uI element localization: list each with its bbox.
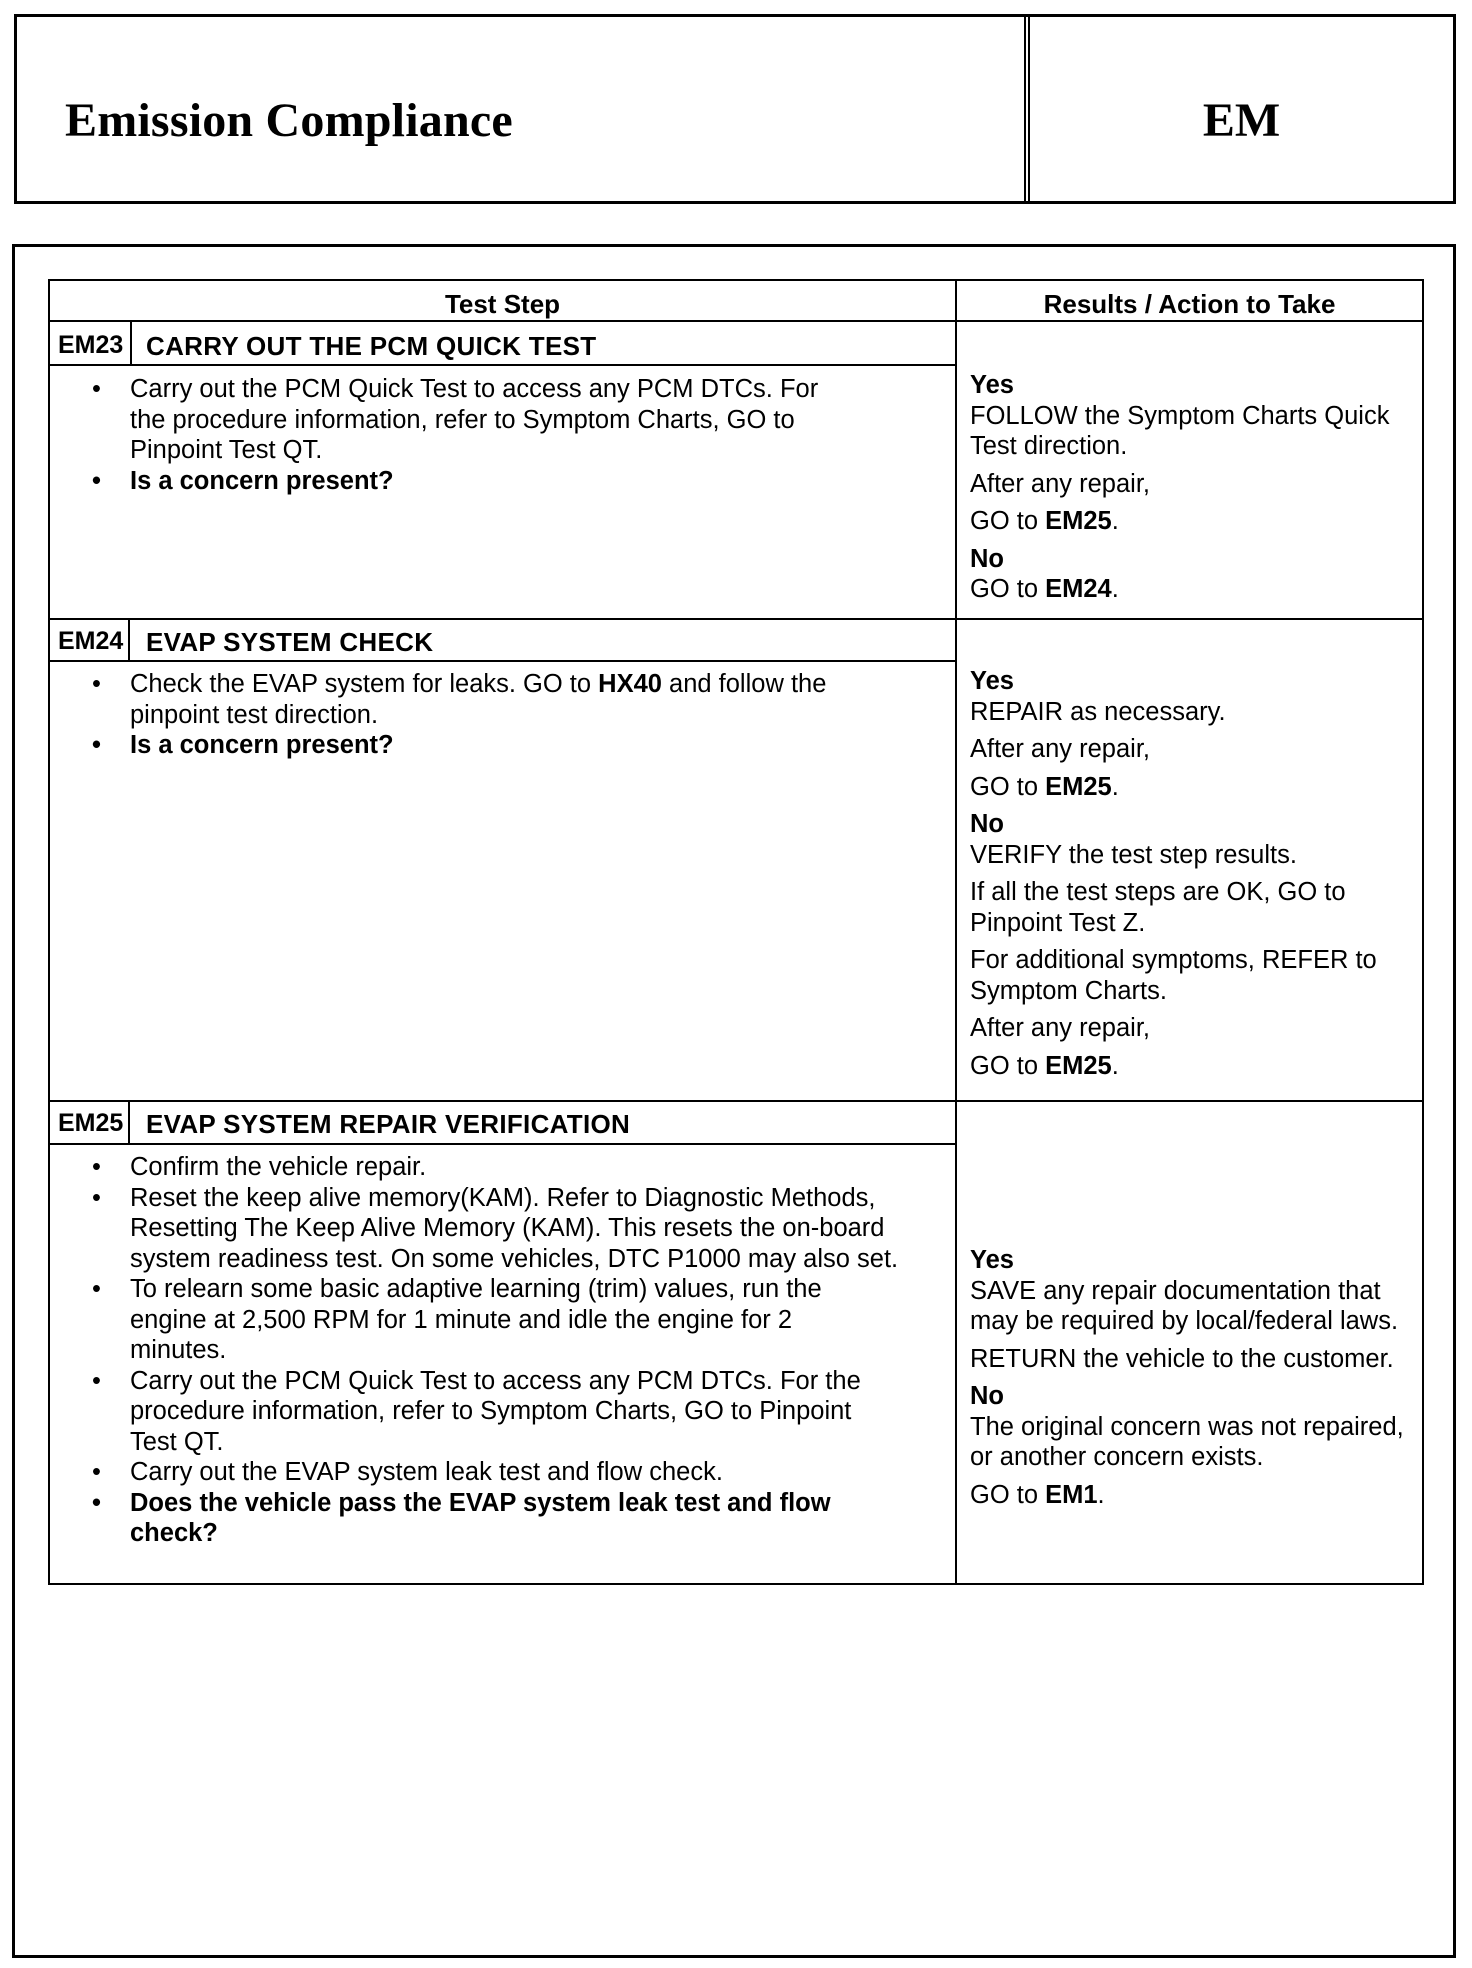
list-item [50, 669, 830, 730]
em23-bullet-list [50, 374, 850, 496]
list-item: • To relearn some basic adaptive learning (trim) values, run the engine at 2,500 RPM for 1 minute and idle the engine for 2 minutes. [50, 1274, 950, 1366]
step-id: EM25 [58, 1109, 124, 1137]
table-border-right [1422, 279, 1424, 1585]
step-title: CARRY OUT THE PCM QUICK TEST [146, 331, 597, 361]
result-line: After any repair, [970, 1014, 1151, 1042]
em23-id-divider [130, 321, 132, 365]
em24-id-divider [128, 619, 130, 661]
goto-ref: EM1 [1045, 1480, 1098, 1509]
list-item: • Carry out the EVAP system leak test and flow check. [50, 1457, 950, 1488]
result-line: The original concern was not repaired, or another concern exists. [970, 1412, 1404, 1471]
step-title: EVAP SYSTEM CHECK [146, 627, 434, 657]
em24-title-rule [48, 660, 956, 662]
em24-bullet-list [50, 669, 830, 761]
step-title: EVAP SYSTEM REPAIR VERIFICATION [146, 1109, 631, 1139]
list-item: • Carry out the PCM Quick Test to access any PCM DTCs. For the procedure information, refer to Symptom Charts, GO to Pinpoint Test QT. [50, 374, 850, 466]
em25-top-rule [48, 1100, 1424, 1102]
result-line: RETURN the vehicle to the customer. [970, 1344, 1394, 1373]
result-goto: GO to EM25. [970, 772, 1119, 801]
em24-top-rule [48, 618, 1424, 620]
list-item: • Confirm the vehicle repair. [50, 1152, 950, 1183]
result-line: After any repair, [970, 735, 1151, 763]
goto-text: GO to [970, 1051, 1046, 1080]
table-border-top [48, 279, 1424, 281]
result-line: SAVE any repair documentation that may be required by local/federal laws. [970, 1276, 1399, 1335]
result-goto: GO to EM24. [970, 575, 1119, 603]
list-item: • Carry out the PCM Quick Test to access any PCM DTCs. For the procedure information, refer to Symptom Charts, GO to Pinpoint Test QT. [50, 1366, 950, 1458]
bullet-text: and follow the pinpoint test direction. [130, 670, 827, 729]
list-item: • Does the vehicle pass the EVAP system leak test and flow check? [50, 1488, 950, 1549]
goto-text: GO to [970, 507, 1046, 535]
yes-label: Yes [970, 371, 1014, 399]
no-label: No [970, 544, 1004, 573]
em25-id-divider [128, 1101, 130, 1144]
goto-text: GO to [970, 1480, 1046, 1509]
list-item: • Reset the keep alive memory(KAM). Refer to Diagnostic Methods, Resetting The Keep Alive Memory (KAM). This resets the on-board system readiness test. On some vehicles, DTC P1000 may also set. [50, 1183, 950, 1275]
goto-text: GO to [970, 575, 1046, 603]
em23-results [970, 370, 1410, 605]
no-label: No [970, 810, 1004, 838]
result-goto: GO to EM25. [970, 1051, 1119, 1080]
list-item: • Is a concern present? [50, 466, 850, 497]
column-header-results: Results / Action to Take [1043, 289, 1336, 319]
result-line: FOLLOW the Symptom Charts Quick Test direction. [970, 401, 1390, 460]
em25-title-rule [48, 1143, 956, 1145]
column-divider [955, 279, 957, 1585]
step-id: EM23 [58, 331, 124, 359]
result-goto: GO to EM1. [970, 1480, 1105, 1509]
goto-text: GO to [970, 772, 1046, 801]
bullet-text: Check the EVAP system for leaks. GO to [130, 670, 599, 698]
goto-ref: EM24 [1045, 575, 1112, 603]
table-border-bottom [48, 1583, 1424, 1585]
step-id: EM24 [58, 627, 124, 655]
result-line: VERIFY the test step results. [970, 840, 1297, 869]
page-header [14, 14, 1456, 204]
em24-results [970, 666, 1410, 1081]
result-line: REPAIR as necessary. [970, 697, 1226, 726]
list-item: • Is a concern present? [50, 730, 830, 761]
goto-ref: EM25 [1045, 507, 1112, 535]
goto-ref: EM25 [1045, 772, 1112, 801]
result-line: For additional symptoms, REFER to Symptom Charts. [970, 946, 1377, 1005]
header-row-rule [48, 320, 1424, 322]
result-line: If all the test steps are OK, GO to Pinpoint Test Z. [970, 878, 1346, 937]
em23-title-rule [48, 364, 956, 366]
section-code: EM [1202, 94, 1281, 147]
em25-bullet-list [50, 1152, 950, 1549]
yes-label: Yes [970, 667, 1014, 695]
result-line: After any repair, [970, 469, 1151, 498]
section-title: Emission Compliance [65, 94, 513, 147]
result-goto: GO to EM25. [970, 507, 1119, 535]
column-header-test-step: Test Step [444, 289, 561, 319]
goto-ref: EM25 [1045, 1051, 1112, 1080]
yes-label: Yes [970, 1246, 1014, 1274]
bullet-ref: HX40 [598, 670, 662, 698]
em25-results [970, 1245, 1410, 1510]
no-label: No [970, 1382, 1004, 1410]
